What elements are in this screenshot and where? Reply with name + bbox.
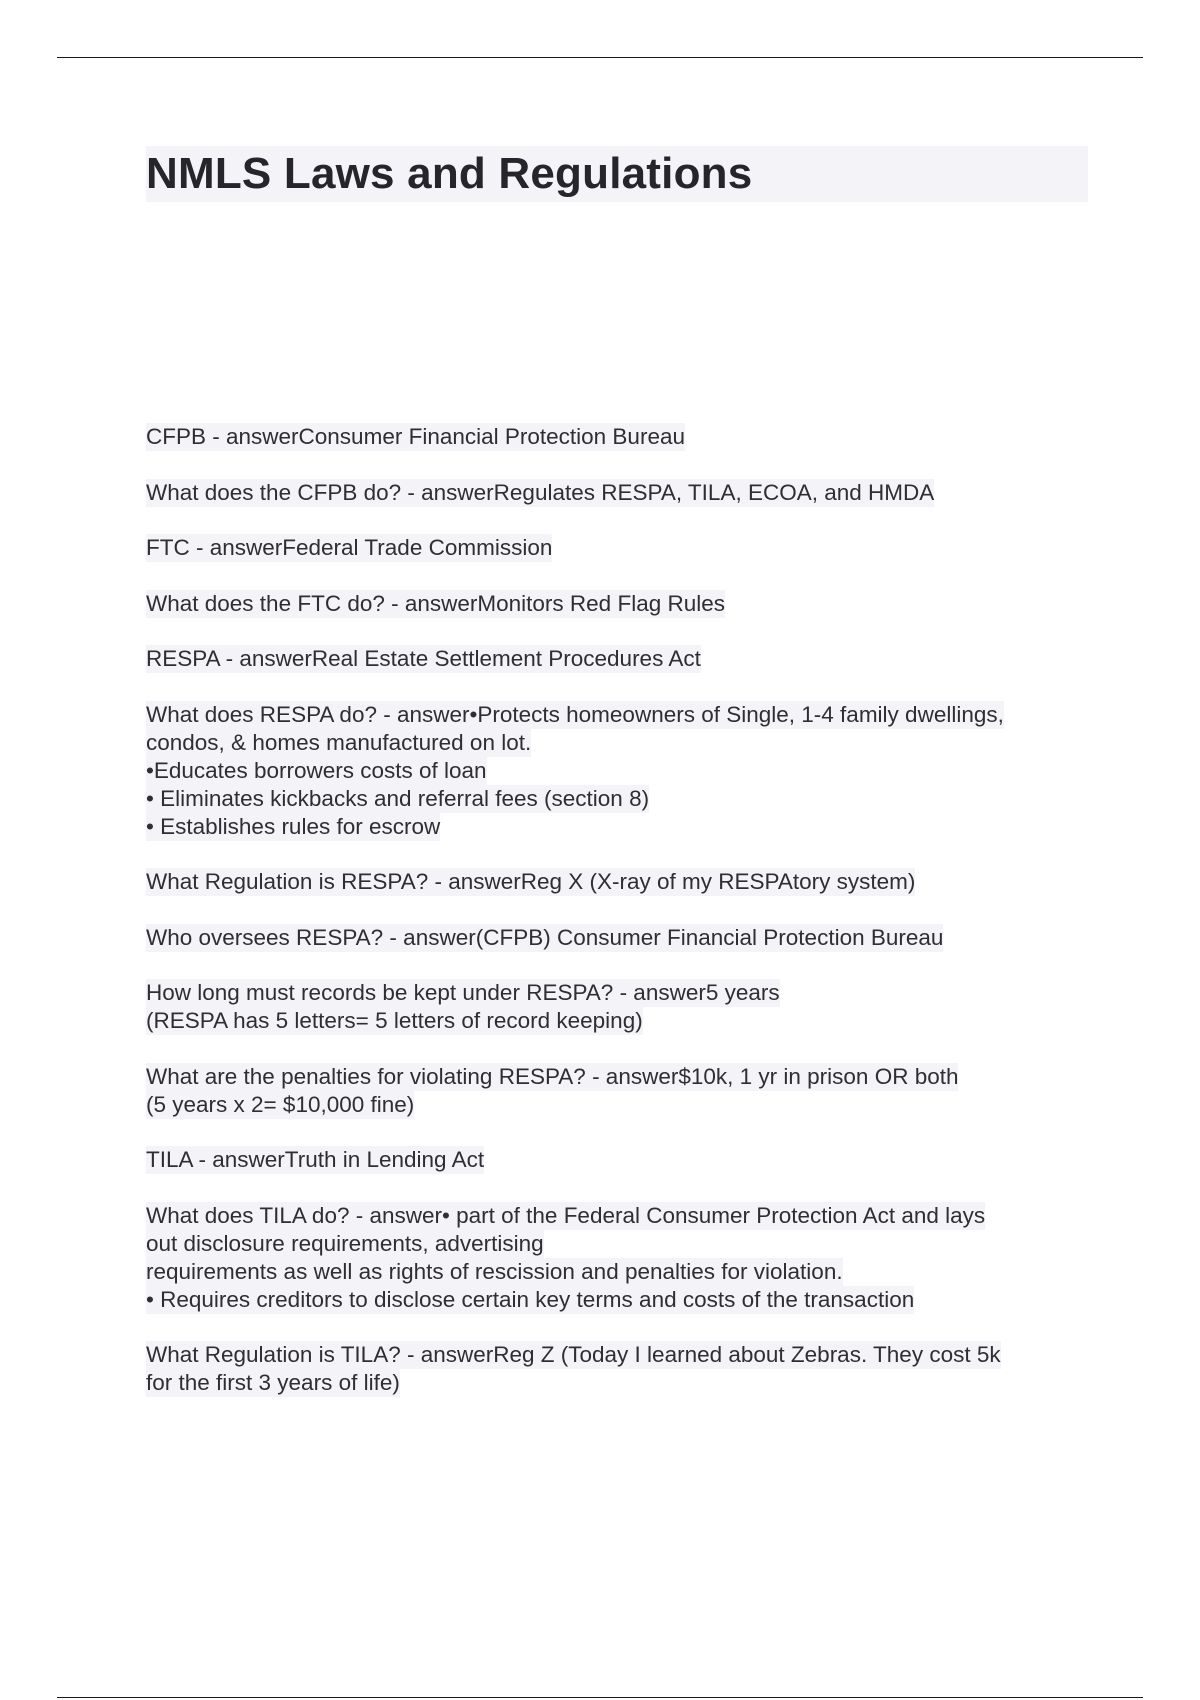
qa-list — [146, 423, 1106, 1425]
qa-line: • Eliminates kickbacks and referral fees (section 8) — [146, 785, 650, 811]
qa-line: (RESPA has 5 letters= 5 letters of record keeping) — [146, 1008, 643, 1033]
qa-line: How long must records be kept under RESPA? - answer5 years — [146, 980, 780, 1005]
qa-line: What are the penalties for violating RESPA? - answer$10k, 1 yr in prison OR both — [146, 1063, 959, 1089]
qa-item — [146, 924, 1106, 952]
qa-item — [146, 645, 1106, 673]
qa-item — [146, 1063, 1106, 1119]
header-rule — [57, 57, 1143, 58]
qa-line: RESPA - answerReal Estate Settlement Procedures Act — [146, 646, 701, 671]
qa-line: Who oversees RESPA? - answer(CFPB) Consumer Financial Protection Bureau — [146, 924, 944, 950]
qa-line: CFPB - answerConsumer Financial Protection Bureau — [146, 424, 685, 449]
qa-item — [146, 1202, 1106, 1314]
page-title: NMLS Laws and Regulations — [146, 149, 753, 198]
qa-item — [146, 1146, 1106, 1174]
qa-item — [146, 1341, 1106, 1397]
qa-line: What does the CFPB do? - answerRegulates RESPA, TILA, ECOA, and HMDA — [146, 479, 935, 505]
qa-line: TILA - answerTruth in Lending Act — [146, 1147, 485, 1172]
qa-item — [146, 423, 1106, 451]
qa-line: for the first 3 years of life) — [146, 1370, 400, 1395]
qa-item — [146, 479, 1106, 507]
qa-line: •Educates borrowers costs of loan — [146, 757, 487, 783]
qa-line: What does RESPA do? - answer•Protects homeowners of Single, 1-4 family dwellings, — [146, 701, 1004, 727]
qa-item — [146, 701, 1106, 841]
qa-line: What Regulation is RESPA? - answerReg X (X-ray of my RESPAtory system) — [146, 869, 916, 894]
qa-item — [146, 979, 1106, 1035]
qa-item — [146, 534, 1106, 562]
qa-line: • Requires creditors to disclose certain key terms and costs of the transaction — [146, 1286, 915, 1312]
footer-rule — [57, 1697, 1143, 1698]
qa-item — [146, 868, 1106, 896]
qa-item — [146, 590, 1106, 618]
qa-line: What does TILA do? - answer• part of the Federal Consumer Protection Act and lays — [146, 1202, 986, 1228]
qa-line: requirements as well as rights of rescission and penalties for violation. — [146, 1258, 843, 1284]
qa-line: FTC - answerFederal Trade Commission — [146, 535, 553, 560]
qa-line: (5 years x 2= $10,000 fine) — [146, 1091, 415, 1117]
qa-line: • Establishes rules for escrow — [146, 813, 441, 839]
qa-line: condos, & homes manufactured on lot. — [146, 729, 532, 755]
qa-line: What does the FTC do? - answerMonitors Red Flag Rules — [146, 590, 725, 616]
qa-line: out disclosure requirements, advertising — [146, 1230, 544, 1256]
qa-line: What Regulation is TILA? - answerReg Z (Today I learned about Zebras. They cost 5k — [146, 1342, 1001, 1367]
